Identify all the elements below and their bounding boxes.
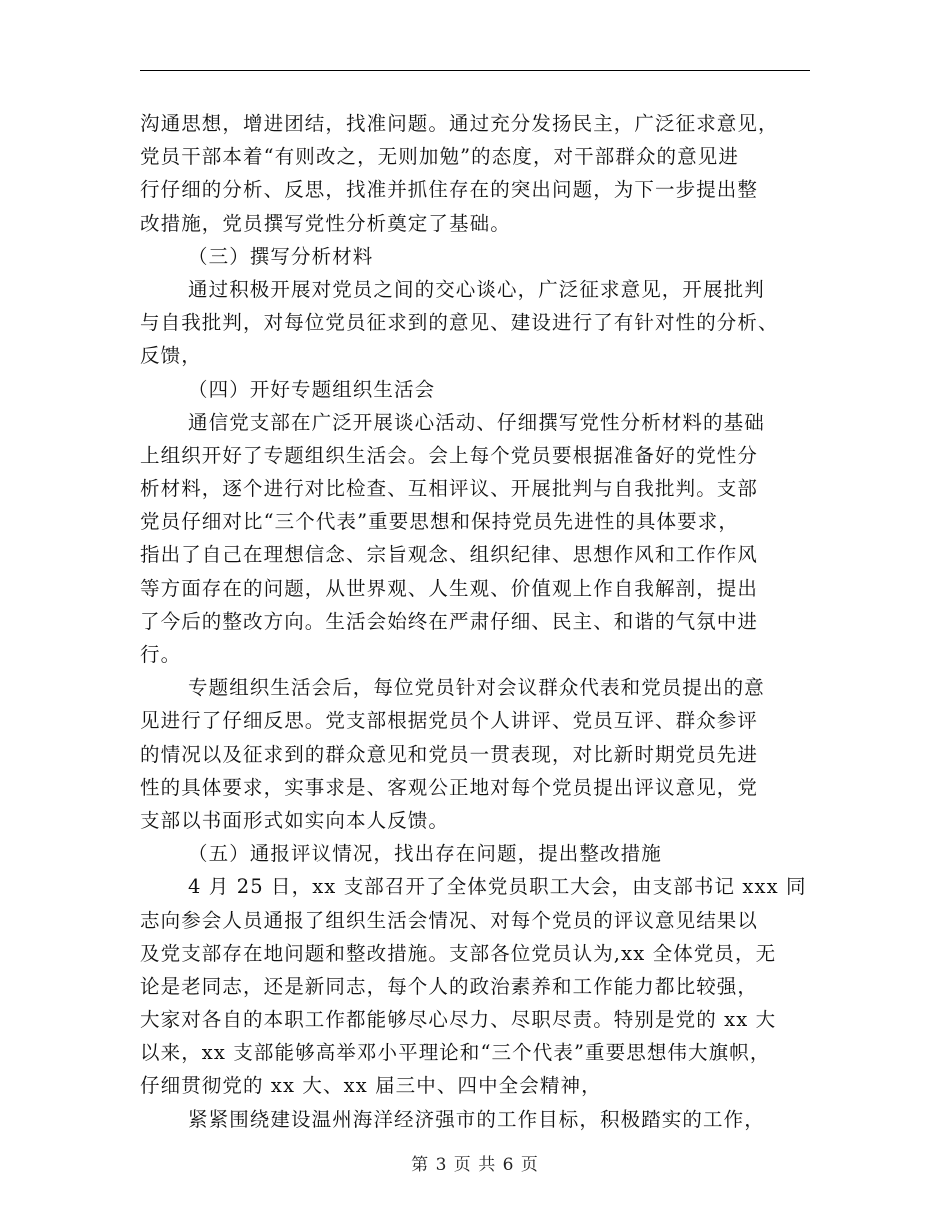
text-line: 志向参会人员通报了组织生活会情况、对每个党员的评议意见结果以 [140, 908, 759, 932]
text-line: 性的具体要求，实事求是、客观公正地对每个党员提出评议意见，党 [140, 775, 759, 799]
page-number: 第 3 页 共 6 页 [411, 1155, 539, 1175]
document-body [140, 107, 812, 1136]
section-heading: （五）通报评议情况，找出存在问题，提出整改措施 [188, 842, 662, 866]
text-line: 通过积极开展对党员之间的交心谈心，广泛征求意见，开展批判 [188, 277, 765, 301]
text-line: 行仔细的分析、反思，找准并抓住存在的突出问题，为下一步提出整 [140, 178, 759, 202]
text-line: 4 月 25 日，xx 支部召开了全体党员职工大会，由支部书记 xxx 同 [188, 875, 807, 899]
text-line: 通信党支部在广泛开展谈心活动、仔细撰写党性分析材料的基础 [188, 410, 765, 434]
text-line: 沟通思想，增进团结，找准问题。通过充分发扬民主，广泛征求意见， [140, 112, 779, 135]
text-line: 大家对各自的本职工作都能够尽心尽力、尽职尽责。特别是党的 xx 大 [140, 1008, 777, 1032]
text-line: 改措施，党员撰写党性分析奠定了基础。 [140, 211, 511, 235]
text-line: 反馈， [140, 344, 202, 368]
header-rule [140, 70, 810, 71]
text-line: 仔细贯彻党的 xx 大、xx 届三中、四中全会精神， [140, 1074, 602, 1098]
text-line: 行。 [140, 643, 182, 666]
text-line: 等方面存在的问题，从世界观、人生观、价值观上作自我解剖，提出 [140, 576, 759, 600]
text-line: 上组织开好了专题组织生活会。会上每个党员要根据准备好的党性分 [140, 443, 759, 467]
text-line: 党员仔细对比“三个代表”重要思想和保持党员先进性的具体要求， [140, 510, 739, 534]
text-line: 了今后的整改方向。生活会始终在严肃仔细、民主、和谐的气氛中进 [140, 609, 759, 633]
text-line: 支部以书面形式如实向本人反馈。 [140, 808, 450, 832]
text-line: 与自我批判，对每位党员征求到的意见、建设进行了有针对性的分析、 [140, 311, 779, 335]
section-heading: （四）开好专题组织生活会 [188, 377, 436, 401]
text-line: 见进行了仔细反思。党支部根据党员个人讲评、党员互评、群众参评 [140, 709, 759, 733]
text-line: 的情况以及征求到的群众意见和党员一贯表现，对比新时期党员先进 [140, 742, 759, 766]
text-line: 专题组织生活会后，每位党员针对会议群众代表和党员提出的意 [188, 676, 765, 700]
text-line: 析材料，逐个进行对比检查、互相评议、开展批判与自我批判。支部 [140, 477, 759, 501]
text-line: 论是老同志，还是新同志，每个人的政治素养和工作能力都比较强， [140, 974, 759, 998]
text-line: 党员干部本着“有则改之，无则加勉”的态度，对干部群众的意见进 [140, 145, 739, 169]
text-line: 紧紧围绕建设温州海洋经济强市的工作目标，积极踏实的工作， [188, 1107, 765, 1131]
text-line: 及党支部存在地问题和整改措施。支部各位党员认为,xx 全体党员，无 [140, 941, 777, 965]
text-line: 指出了自己在理想信念、宗旨观念、组织纪律、思想作风和工作作风 [140, 543, 759, 567]
section-heading: （三）撰写分析材料 [188, 244, 374, 268]
text-line: 以来，xx 支部能够高举邓小平理论和“三个代表”重要思想伟大旗帜， [140, 1041, 771, 1065]
